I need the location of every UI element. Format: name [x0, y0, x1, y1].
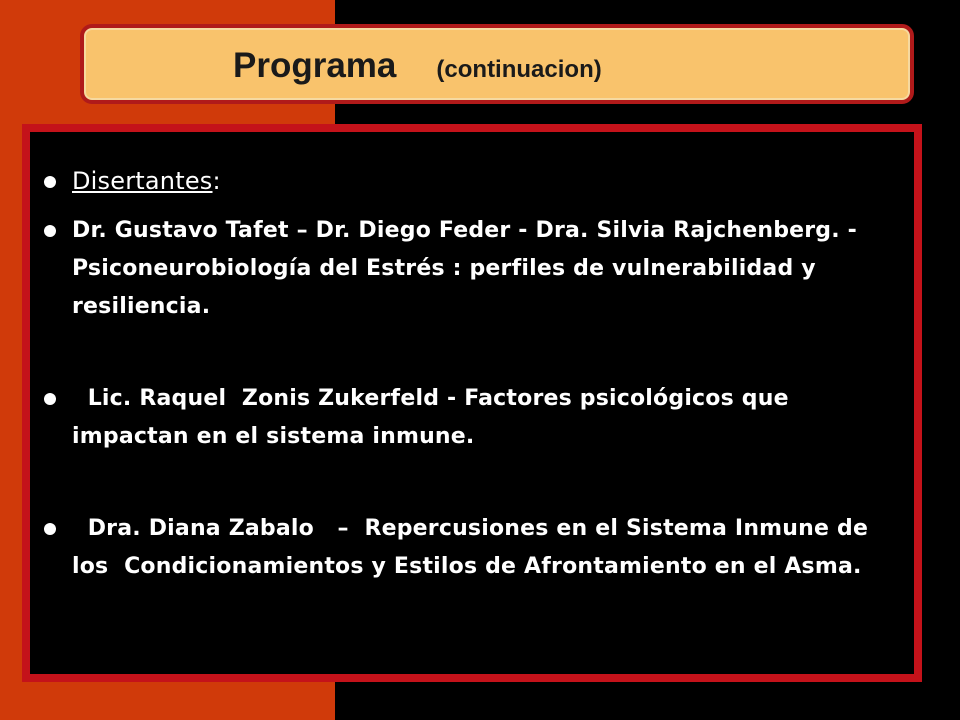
- heading-label: Disertantes: [72, 167, 213, 195]
- list-item-text: Dra. Diana Zabalo – Repercusiones en el Sistema Inmune de los Condicionamientos y Estilos de Afrontamiento en el Asma.: [72, 516, 876, 579]
- list-item-text: Lic. Raquel Zonis Zukerfeld - Factores psicológicos que impactan en el sistema inmune.: [72, 386, 797, 449]
- bullet-icon: [44, 225, 56, 237]
- section-heading: [72, 162, 890, 200]
- slide-title: [233, 48, 602, 83]
- content-panel: [22, 124, 922, 682]
- bullet-icon: [44, 176, 56, 188]
- title-banner: [80, 24, 914, 104]
- title-subtitle: (continuacion): [436, 56, 602, 83]
- heading-suffix: :: [212, 167, 221, 195]
- bullet-icon: [44, 523, 56, 535]
- title-main: Programa: [233, 46, 397, 85]
- list-item-text: Dr. Gustavo Tafet – Dr. Diego Feder - Dra. Silvia Rajchenberg. - Psiconeurobiología del Estrés : perfiles de vulnerabilidad y resiliencia.: [72, 218, 858, 319]
- bullet-icon: [44, 393, 56, 405]
